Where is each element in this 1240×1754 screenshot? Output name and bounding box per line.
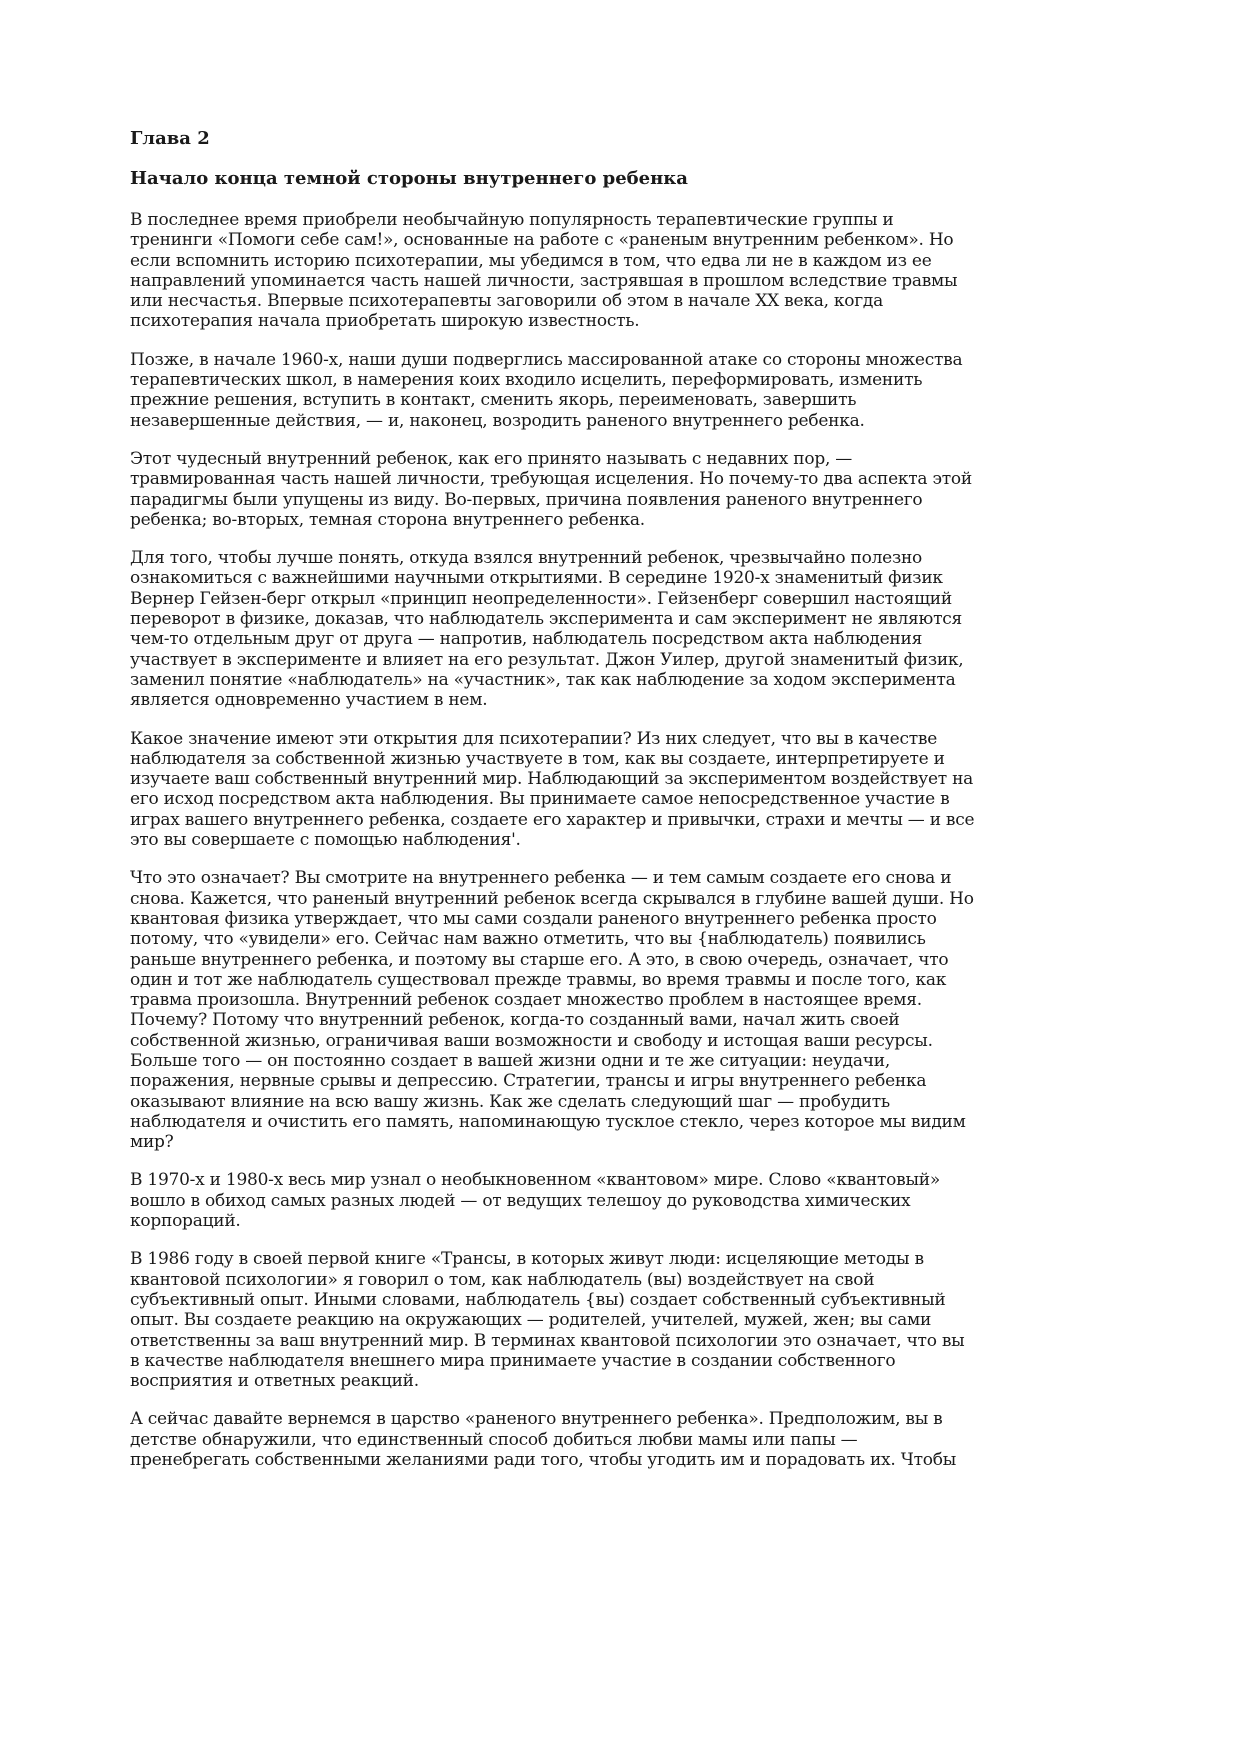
chapter-title: Начало конца темной стороны внутреннего ребенка [130,168,688,189]
text-line: чем-то отдельным друг от друга — напротив, наблюдатель посредством акта наблюдения [130,629,923,650]
text-line: или несчастья. Впервые психотерапевты заговорили об этом в начале XX века, когда [130,291,884,312]
document-page [130,128,1110,1488]
text-line: детстве обнаружили, что единственный способ добиться любви мамы или папы — [130,1429,858,1450]
text-line: ответственны за ваш внутренний мир. В терминах квантовой психологии это означает, что вы [130,1330,965,1351]
text-line: наблюдателя и очистить его память, напоминающую тусклое стекло, через которое мы видим [130,1111,966,1132]
text-line: его исход посредством акта наблюдения. Вы принимаете самое непосредственное участие в [130,789,950,810]
text-line: незавершенные действия, — и, наконец, возродить раненого внутреннего ребенка. [130,410,865,431]
text-line: квантовая физика утверждает, что мы сами создали раненого внутреннего ребенка просто [130,908,937,929]
text-line: Почему? Потому что внутренний ребенок, когда-то созданный вами, начал жить своей [130,1010,900,1031]
document-body [130,210,1110,1470]
text-line: ребенка; во-вторых, темная сторона внутреннего ребенка. [130,509,645,530]
text-line: опыт. Вы создаете реакцию на окружающих — родителей, учителей, мужей, жен; вы сами [130,1310,932,1331]
text-line: В 1970-х и 1980-х весь мир узнал о необыкновенном «квантовом» мире. Слово «квантовый» [130,1170,940,1191]
text-line: квантовой психологии» я говорил о том, как наблюдатель (вы) воздействует на свой [130,1269,875,1290]
text-line: играх вашего внутреннего ребенка, создаете его характер и привычки, страхи и мечты — и все [130,809,975,830]
paragraph [130,350,1110,431]
text-line: один и тот же наблюдатель существовал прежде травмы, во время травмы и после того, как [130,969,947,990]
text-line: участвует в эксперименте и влияет на его результат. Джон Уилер, другой знаменитый физик, [130,649,964,670]
paragraph [130,1249,1110,1391]
text-line: заменил понятие «наблюдатель» на «участник», так как наблюдение за ходом эксперимента [130,669,956,690]
text-line: оказывают влияние на всю вашу жизнь. Как же сделать следующий шаг — пробудить [130,1091,890,1112]
text-line: А сейчас давайте вернемся в царство «раненого внутреннего ребенка». Предположим, вы в [130,1409,943,1430]
text-line: если вспомнить историю психотерапии, мы убедимся в том, что едва ли не в каждом из ее [130,250,932,271]
text-line: Вернер Гейзен-берг открыл «принцип неопределенности». Гейзенберг совершил настоящий [130,588,952,609]
text-line: травмированная часть нашей личности, требующая исцеления. Но почему-то два аспекта этой [130,469,972,490]
text-line: вошло в обиход самых разных людей — от ведущих телешоу до руководства химических [130,1190,911,1211]
text-line: направлений упоминается часть нашей личности, застрявшая в прошлом вследствие травмы [130,270,958,291]
text-line: Что это означает? Вы смотрите на внутреннего ребенка — и тем самым создаете его снова и [130,868,952,889]
text-line: прежние решения, вступить в контакт, сменить якорь, переименовать, завершить [130,390,857,411]
text-line: восприятия и ответных реакций. [130,1371,419,1392]
text-line: Этот чудесный внутренний ребенок, как его принято называть с недавних пор, — [130,448,853,469]
text-line: ознакомиться с важнейшими научными открытиями. В середине 1920-х знаменитый физик [130,568,943,589]
text-line: В 1986 году в своей первой книге «Трансы, в которых живут люди: исцеляющие методы в [130,1249,924,1270]
text-line: потому, что «увидели» его. Сейчас нам важно отметить, что вы {наблюдатель) появились [130,929,926,950]
paragraph [130,1170,1110,1231]
text-line: является одновременно участием в нем. [130,690,488,711]
text-line: психотерапия начала приобретать широкую известность. [130,311,640,332]
text-line: мир? [130,1132,174,1153]
text-line: Для того, чтобы лучше понять, откуда взялся внутренний ребенок, чрезвычайно полезно [130,548,923,569]
text-line: наблюдателя за собственной жизнью участвуете в том, как вы создаете, интерпретируете и [130,748,945,769]
text-line: Больше того — он постоянно создает в вашей жизни одни и те же ситуации: неудачи, [130,1050,891,1071]
text-line: раньше внутреннего ребенка, и поэтому вы старше его. А это, в свою очередь, означает, что [130,949,949,970]
text-line: травма произошла. Внутренний ребенок создает множество проблем в настоящее время. [130,990,922,1011]
text-line: корпораций. [130,1211,241,1232]
paragraph [130,449,1110,530]
paragraph [130,729,1110,851]
text-line: поражения, нервные срывы и депрессию. Стратегии, трансы и игры внутреннего ребенка [130,1071,927,1092]
text-line: субъективный опыт. Иными словами, наблюдатель {вы) создает собственный субъективный [130,1289,946,1310]
text-line: терапевтических школ, в намерения коих входило исцелить, переформировать, изменить [130,370,923,391]
chapter-heading: Глава 2 [130,128,210,149]
text-line: собственной жизнью, ограничивая ваши возможности и свободу и истощая ваши ресурсы. [130,1030,933,1051]
text-line: снова. Кажется, что раненый внутренний ребенок всегда скрывался в глубине вашей души. Но [130,888,974,909]
paragraph [130,868,1110,1152]
paragraph [130,548,1110,710]
text-line: в качестве наблюдателя внешнего мира принимаете участие в создании собственного [130,1350,896,1371]
text-line: парадигмы были упущены из виду. Во-первых, причина появления раненого внутреннего [130,489,923,510]
text-line: переворот в физике, доказав, что наблюдатель эксперимента и сам эксперимент не являются [130,609,962,630]
text-line: пренебрегать собственными желаниями ради того, чтобы угодить им и порадовать их. Чтобы [130,1450,957,1471]
paragraph [130,210,1110,332]
text-line: В последнее время приобрели необычайную популярность терапевтические группы и [130,210,894,230]
text-line: Позже, в начале 1960-х, наши души подверглись массированной атаке со стороны множества [130,349,963,370]
text-line: изучаете ваш собственный внутренний мир. Наблюдающий за экспериментом воздействует на [130,769,974,790]
paragraph [130,1409,1110,1470]
text-line: это вы совершаете с помощью наблюдения'. [130,830,521,851]
text-line: Какое значение имеют эти открытия для психотерапии? Из них следует, что вы в качестве [130,728,938,749]
text-line: тренинги «Помоги себе сам!», основанные на работе с «раненым внутренним ребенком». Но [130,230,954,251]
